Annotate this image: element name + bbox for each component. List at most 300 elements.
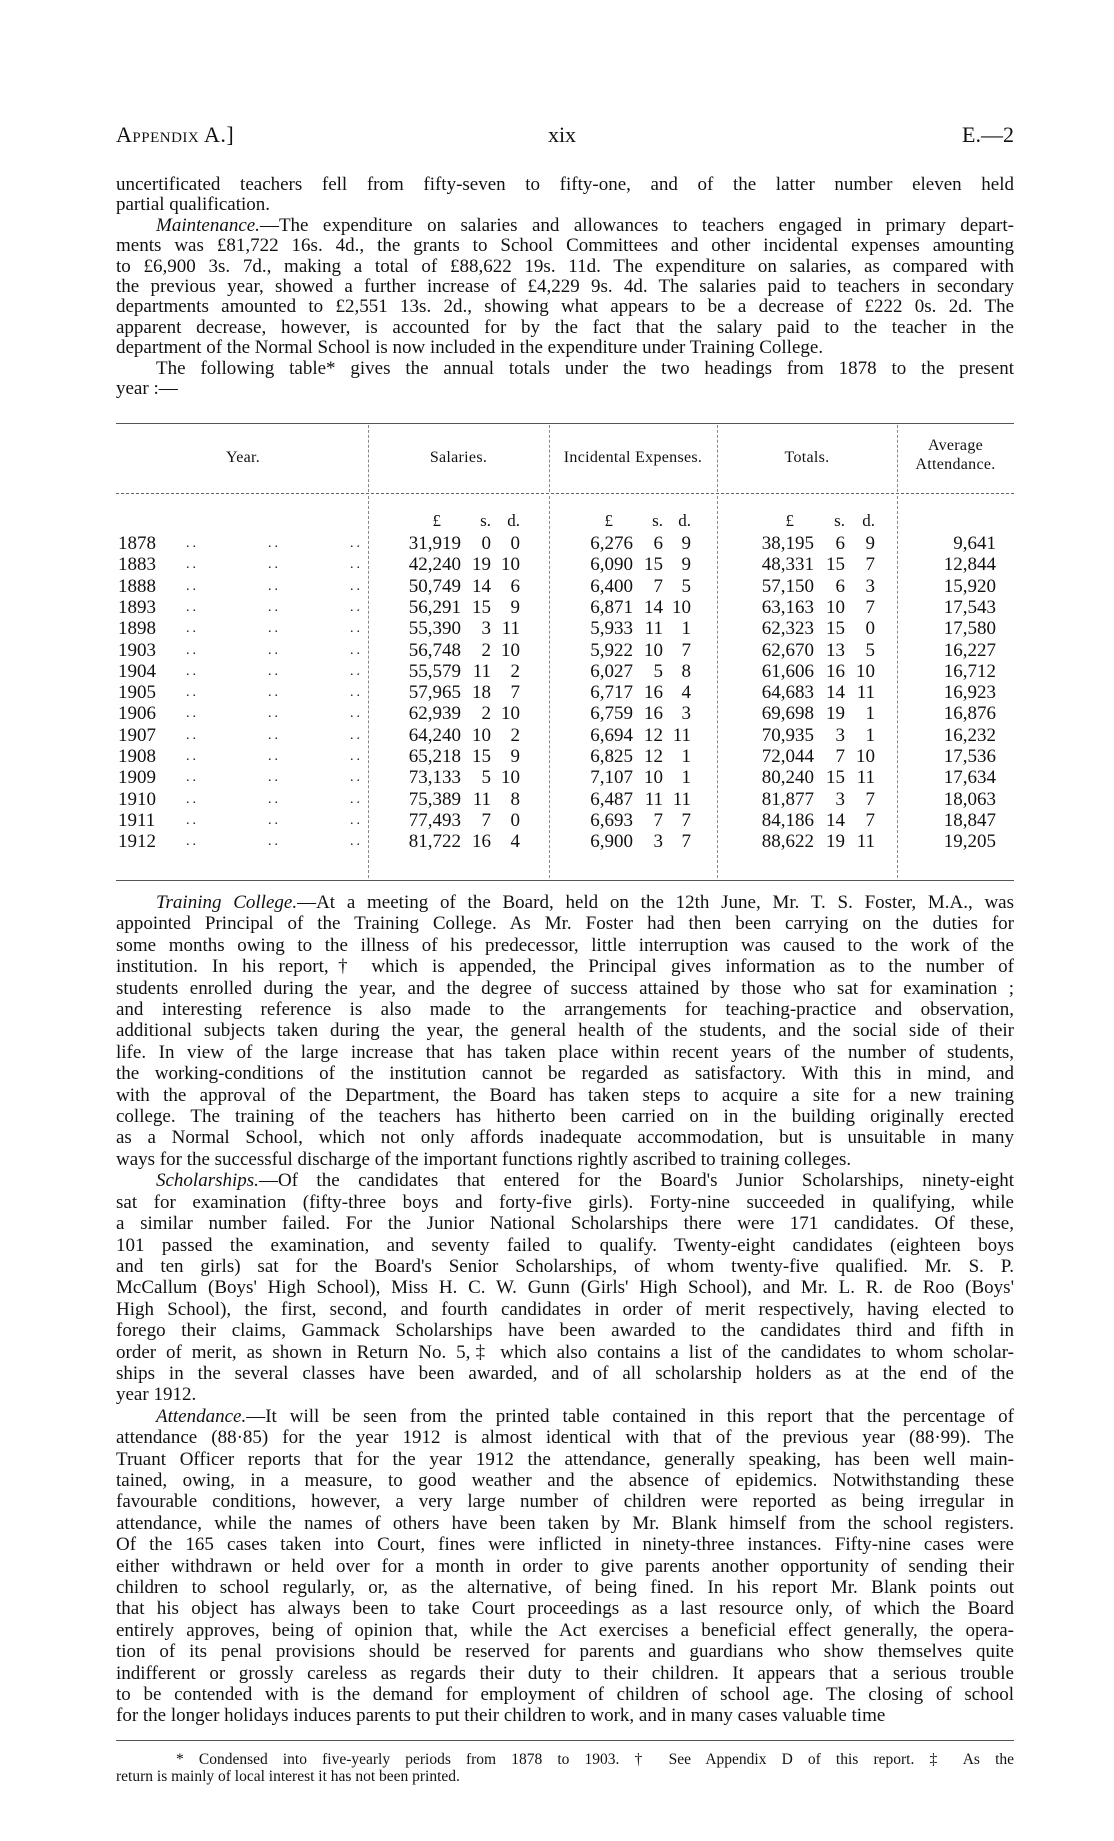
salaries-shillings-cell: 2 <box>481 703 491 725</box>
salaries-pence-cell: 8 <box>510 788 520 810</box>
body-text-top <box>116 175 1014 399</box>
running-head-appendix: Appendix A.] <box>116 122 235 147</box>
dot-leader: .. <box>186 685 199 701</box>
body-text-bottom <box>116 892 1014 1727</box>
salaries-shillings-cell: 16 <box>472 831 491 853</box>
attendance-cell: 16,232 <box>943 724 996 746</box>
incidental-pounds-cell: 6,825 <box>590 746 633 767</box>
scholarships-line: forego their claims, Gammack Scholarships have been awarded to the candidates third and fifth in <box>116 1320 1014 1342</box>
salaries-pounds-cell: 65,218 <box>408 746 461 767</box>
attendance-cell: 18,063 <box>943 788 996 810</box>
incidental-shillings-cell: 3 <box>653 831 663 853</box>
footnote-line-2: return is mainly of local interest it has not been printed. <box>116 1768 460 1785</box>
attendance-line <box>116 1406 1014 1427</box>
salaries-pence-cell: 10 <box>501 703 520 725</box>
attendance-cell: 17,543 <box>943 596 996 618</box>
incidental-pounds-cell: 7,107 <box>590 767 633 789</box>
scholarships-line: order of merit, as shown in Return No. 5,‡ which also contains a list of the candidates to whom scholar- <box>116 1341 1014 1363</box>
salaries-pence-cell: 11 <box>501 618 520 640</box>
year-cell: 1906 <box>118 703 156 725</box>
incidental-pence-cell: 1 <box>681 767 691 789</box>
dot-leader: .. <box>186 706 199 722</box>
salaries-pounds-cell: 31,919 <box>408 533 461 554</box>
maintenance-line: department of the Normal School is now included in the expenditure under Training College. <box>116 337 824 359</box>
totals-pence-cell: 1 <box>865 703 875 725</box>
totals-shillings-cell: 15 <box>826 554 845 576</box>
totals-pence-cell: 10 <box>856 746 875 767</box>
incidental-pounds-cell: 6,694 <box>590 724 633 746</box>
incidental-pence-cell: 5 <box>681 575 691 597</box>
dot-leader: .. <box>268 812 281 828</box>
totals-shillings-cell: 14 <box>826 682 845 704</box>
column-divider <box>549 496 550 878</box>
incidental-shillings-cell: 6 <box>653 533 663 554</box>
attendance-cell: 17,634 <box>943 767 996 789</box>
training-college-line: as a Normal School, which not only affords inadequate accommodation, but is unsuitable in many <box>116 1127 1014 1149</box>
dot-leader: .. <box>350 812 363 828</box>
year-cell: 1909 <box>118 767 156 789</box>
attendance-cell: 9,641 <box>953 533 996 554</box>
incidental-pounds-cell: 6,693 <box>590 809 633 831</box>
incidental-pounds-cell: 6,871 <box>590 596 633 618</box>
unit-pounds: £ <box>604 511 613 530</box>
totals-pounds-cell: 70,935 <box>761 724 814 746</box>
totals-shillings-cell: 15 <box>826 618 845 640</box>
attendance-line: to be contended with is the demand for employment of children of school age. The closing of school <box>116 1684 1014 1706</box>
training-college-heading: Training College. <box>156 892 298 913</box>
dot-leader: .. <box>268 642 281 658</box>
maintenance-line: ments was £81,722 16s. 4d., the grants to School Committees and other incidental expenses amounting <box>116 235 1014 257</box>
incidental-shillings-cell: 15 <box>644 554 663 576</box>
training-college-line <box>116 892 1014 913</box>
column-divider <box>897 496 898 878</box>
attendance-cell: 12,844 <box>943 554 996 576</box>
incidental-pence-cell: 7 <box>681 639 691 661</box>
dot-leader: .. <box>350 834 363 850</box>
dot-leader: .. <box>186 727 199 743</box>
dot-leader: .. <box>350 685 363 701</box>
column-divider <box>368 496 369 878</box>
incidental-pence-cell: 11 <box>672 788 691 810</box>
dot-leader: .. <box>186 834 199 850</box>
dot-leader: .. <box>186 642 199 658</box>
attendance-cell: 19,205 <box>943 831 996 853</box>
training-college-line: students enrolled during the year, and the degree of success attained by those who sat for examination ; <box>116 977 1014 999</box>
year-cell: 1908 <box>118 746 156 767</box>
training-college-line: appointed Principal of the Training College. As Mr. Foster had then been carrying on the duties for <box>116 913 1014 935</box>
incidental-shillings-cell: 11 <box>644 788 663 810</box>
attendance-cell: 15,920 <box>943 575 996 597</box>
unit-shillings: s. <box>652 511 663 530</box>
scholarships-line <box>116 1170 1014 1191</box>
totals-pounds-cell: 80,240 <box>761 767 814 789</box>
header-salaries: Salaries. <box>429 449 488 466</box>
footnotes <box>116 1751 1014 1785</box>
dot-leader: .. <box>186 749 199 764</box>
dot-leader: .. <box>268 621 281 637</box>
attendance-line: Of the 165 cases taken into Court, fines were inflicted in ninety-three instances. Fifty-nine cases were <box>116 1534 1014 1556</box>
incidental-pence-cell: 4 <box>681 682 691 704</box>
maintenance-line: the previous year, showed a further increase of £4,229 9s. 4d. The salaries paid to teachers in secondary <box>116 276 1014 298</box>
salaries-shillings-cell: 15 <box>472 596 491 618</box>
maintenance-line-text: —The expenditure on salaries and allowances to teachers engaged in primary depart- <box>259 214 1014 236</box>
totals-pence-cell: 10 <box>856 660 875 682</box>
dot-leader: .. <box>268 557 281 573</box>
attendance-cell: 17,536 <box>943 746 996 767</box>
totals-pence-cell: 9 <box>865 533 875 554</box>
incidental-shillings-cell: 5 <box>653 660 663 682</box>
dot-leader: .. <box>268 770 281 786</box>
attendance-line: for the longer holidays induces parents to put their children to work, and in many cases valuable time <box>116 1705 886 1727</box>
totals-pence-cell: 11 <box>856 831 875 853</box>
scholarships-paragraph <box>116 1170 1014 1405</box>
scholarships-line: sat for examination (fifty-three boys and forty-five girls). Forty-nine succeeded in qualifying, while <box>116 1191 1014 1213</box>
salaries-pounds-cell: 62,939 <box>408 703 461 725</box>
salaries-shillings-cell: 11 <box>472 788 491 810</box>
dot-leader: .. <box>350 663 363 679</box>
attendance-line: attendance (88·85) for the year 1912 is almost identical with that of the previous year (88·99). The <box>116 1427 1014 1449</box>
dot-leader: .. <box>268 663 281 679</box>
salaries-pounds-cell: 81,722 <box>408 831 461 853</box>
salaries-pence-cell: 6 <box>510 575 520 597</box>
salaries-pence-cell: 4 <box>510 831 520 853</box>
dot-leader: .. <box>268 599 281 615</box>
incidental-pence-cell: 7 <box>681 809 691 831</box>
totals-shillings-cell: 6 <box>835 575 845 597</box>
incidental-pounds-cell: 6,400 <box>590 575 633 597</box>
totals-shillings-cell: 7 <box>835 746 845 767</box>
attendance-heading: Attendance. <box>156 1405 247 1427</box>
scholarships-heading: Scholarships. <box>156 1170 259 1192</box>
table-top-rule <box>116 423 1014 424</box>
attendance-line: that his object has always been to take Court proceedings as a last resource only, of which the Board <box>116 1598 1014 1620</box>
totals-pence-cell: 5 <box>865 639 875 661</box>
totals-shillings-cell: 19 <box>826 831 845 853</box>
incidental-pounds-cell: 6,487 <box>590 788 633 810</box>
column-divider <box>717 496 718 878</box>
totals-shillings-cell: 13 <box>826 639 845 661</box>
training-college-line-text: —At a meeting of the Board, held on the 12th June, Mr. T. S. Foster, M.A., was <box>297 892 1014 913</box>
dot-leader: .. <box>268 706 281 722</box>
dot-leader: .. <box>350 791 363 807</box>
dot-leader: .. <box>350 642 363 658</box>
training-college-line: and interesting reference is also made to the arrangements for teaching-practice and observation, <box>116 999 1014 1021</box>
salaries-pounds-cell: 55,390 <box>408 618 461 640</box>
header-year: Year. <box>225 449 261 466</box>
incidental-pence-cell: 3 <box>681 703 691 725</box>
attendance-line: indifferent or grossly careless as regards their duty to their children. It appears that a serious trouble <box>116 1662 1014 1684</box>
dot-leader: .. <box>350 621 363 637</box>
dot-leader: .. <box>268 685 281 701</box>
attendance-line: entirely approves, being of opinion that, while the Act exercises a beneficial effect generally, the opera- <box>116 1619 1014 1641</box>
salaries-pence-cell: 10 <box>501 554 520 576</box>
incidental-pounds-cell: 6,717 <box>590 682 633 704</box>
totals-pence-cell: 7 <box>865 554 875 576</box>
intro-line: uncertificated teachers fell from fifty-seven to fifty-one, and of the latter number eleven held <box>116 174 1014 195</box>
totals-pounds-cell: 38,195 <box>761 533 814 554</box>
training-college-line: with the approval of the Department, the Board has taken steps to acquire a site for a new training <box>116 1084 1014 1106</box>
incidental-shillings-cell: 14 <box>644 596 663 618</box>
salaries-pounds-cell: 56,291 <box>408 596 461 618</box>
header-attendance: Attendance. <box>915 456 996 473</box>
totals-pence-cell: 11 <box>856 682 875 704</box>
scholarships-line: High School), the first, second, and fourth candidates in order of merit respectively, having elected to <box>116 1298 1014 1320</box>
incidental-shillings-cell: 10 <box>644 767 663 789</box>
maintenance-line: to £6,900 3s. 7d., making a total of £88,622 19s. 11d. The expenditure on salaries, as compared with <box>116 255 1014 277</box>
dot-leader: .. <box>350 706 363 722</box>
salaries-pence-cell: 2 <box>510 724 520 746</box>
incidental-pounds-cell: 6,900 <box>590 831 633 853</box>
footnote-star: * Condensed into five-yearly periods from 1878 to 1903. <box>176 1751 620 1768</box>
unit-shillings: s. <box>834 511 845 530</box>
incidental-shillings-cell: 11 <box>644 618 663 640</box>
scholarships-line: 101 passed the examination, and seventy failed to qualify. Twenty-eight candidates (eighteen boys <box>116 1234 1014 1256</box>
salaries-pounds-cell: 42,240 <box>408 554 461 576</box>
incidental-shillings-cell: 12 <box>644 724 663 746</box>
totals-pounds-cell: 88,622 <box>761 831 814 853</box>
scholarships-line-text: —Of the candidates that entered for the Board's Junior Scholarships, ninety-eight <box>258 1170 1014 1192</box>
attendance-line-text: —It will be seen from the printed table contained in this report that the percentage of <box>246 1405 1014 1427</box>
salaries-pounds-cell: 50,749 <box>408 575 461 597</box>
salaries-shillings-cell: 3 <box>481 618 491 640</box>
unit-pence: d. <box>862 511 875 530</box>
salaries-pence-cell: 0 <box>510 809 520 831</box>
dot-leader: .. <box>350 599 363 615</box>
totals-pence-cell: 11 <box>856 767 875 789</box>
maintenance-line: departments amounted to £2,551 13s. 2d., showing what appears to be a decrease of £222 0s. 2d. The <box>116 296 1014 318</box>
totals-pounds-cell: 63,163 <box>761 596 814 618</box>
dot-leader: .. <box>350 749 363 764</box>
totals-shillings-cell: 6 <box>835 533 845 554</box>
totals-pounds-cell: 81,877 <box>761 788 814 810</box>
attendance-line: either withdrawn or held over for a month in order to give parents another opportunity of sending their <box>116 1555 1014 1577</box>
salaries-pounds-cell: 77,493 <box>408 809 461 831</box>
dot-leader: .. <box>268 749 281 764</box>
incidental-pence-cell: 9 <box>681 554 691 576</box>
dot-leader: .. <box>350 727 363 743</box>
totals-pounds-cell: 64,683 <box>761 682 814 704</box>
dot-leader: .. <box>186 770 199 786</box>
training-college-line: some months owing to the illness of his predecessor, little interruption was caused to the work of the <box>116 934 1014 956</box>
training-college-line: the working-conditions of the institution cannot be regarded as satisfactory. With this in mind, and <box>116 1063 1014 1085</box>
salaries-pounds-cell: 64,240 <box>408 724 461 746</box>
unit-pounds: £ <box>785 511 794 530</box>
attendance-line: tained, owing, in a measure, to good weather and the absence of epidemics. Notwithstanding these <box>116 1469 1014 1491</box>
incidental-pence-cell: 1 <box>681 746 691 767</box>
totals-pounds-cell: 48,331 <box>761 554 814 576</box>
incidental-shillings-cell: 12 <box>644 746 663 767</box>
incidental-pence-cell: 1 <box>681 618 691 640</box>
scholarships-line: McCallum (Boys' High School), Miss H. C. W. Gunn (Girls' High School), and Mr. L. R. de Roo (Boys' <box>116 1277 1014 1299</box>
totals-pounds-cell: 57,150 <box>761 575 814 597</box>
header-totals: Totals. <box>784 449 830 466</box>
scholarships-line: and ten girls) sat for the Board's Senior Scholarships, of whom twenty-five qualified. Mr. S. P. <box>116 1255 1014 1277</box>
incidental-pounds-cell: 6,027 <box>590 660 633 682</box>
year-cell: 1883 <box>118 554 156 576</box>
incidental-shillings-cell: 16 <box>644 682 663 704</box>
salaries-shillings-cell: 2 <box>481 639 491 661</box>
maintenance-line: apparent decrease, however, is accounted for by the fact that the salary paid to the teacher in the <box>116 316 1014 338</box>
training-college-paragraph <box>116 892 1014 1170</box>
incidental-pounds-cell: 6,759 <box>590 703 633 725</box>
attendance-line: attendance, while the names of others have been taken by Mr. Blank himself from the school registers. <box>116 1512 1014 1534</box>
footnote-dagger: † See Appendix D of this report. <box>634 1751 915 1768</box>
dot-leader: .. <box>186 791 199 807</box>
incidental-shillings-cell: 7 <box>653 809 663 831</box>
attendance-line: tion of its penal provisions should be reserved for parents and guardians who show themselves quite <box>116 1641 1014 1663</box>
year-cell: 1903 <box>118 639 156 661</box>
incidental-pence-cell: 11 <box>672 724 691 746</box>
unit-pounds: £ <box>432 511 441 530</box>
salaries-pounds-cell: 75,389 <box>408 788 461 810</box>
year-cell: 1893 <box>118 596 156 618</box>
dot-leader: .. <box>186 536 199 551</box>
totals-pounds-cell: 84,186 <box>761 809 814 831</box>
training-college-line: ways for the successful discharge of the important functions rightly ascribed to training colleges. <box>116 1148 852 1170</box>
totals-pence-cell: 0 <box>865 618 875 640</box>
totals-pounds-cell: 72,044 <box>761 746 814 767</box>
totals-pence-cell: 7 <box>865 596 875 618</box>
attendance-cell: 16,876 <box>943 703 996 725</box>
totals-shillings-cell: 14 <box>826 809 845 831</box>
salaries-shillings-cell: 10 <box>472 724 491 746</box>
scholarships-line: a similar number failed. For the Junior National Scholarships there were 171 candidates. Of these, <box>116 1213 1014 1235</box>
scholarships-line: ships in the several classes have been awarded, and of all scholarship holders as at the end of the <box>116 1362 1014 1384</box>
table-header-rule <box>116 493 1014 494</box>
dot-leader: .. <box>186 812 199 828</box>
totals-shillings-cell: 15 <box>826 767 845 789</box>
attendance-cell: 16,712 <box>943 660 996 682</box>
attendance-cell: 18,847 <box>943 809 996 831</box>
salaries-pence-cell: 7 <box>510 682 520 704</box>
salaries-pence-cell: 10 <box>501 767 520 789</box>
totals-pence-cell: 3 <box>865 575 875 597</box>
year-cell: 1911 <box>118 809 156 831</box>
dot-leader: .. <box>186 663 199 679</box>
incidental-shillings-cell: 7 <box>653 575 663 597</box>
year-cell: 1904 <box>118 660 156 682</box>
header-incidental-expenses: Incidental Expenses. <box>563 449 703 466</box>
salaries-shillings-cell: 19 <box>472 554 491 576</box>
salaries-pounds-cell: 55,579 <box>408 660 461 682</box>
year-cell: 1888 <box>118 575 156 597</box>
totals-shillings-cell: 3 <box>835 724 845 746</box>
dot-leader: .. <box>268 536 281 551</box>
dot-leader: .. <box>186 621 199 637</box>
training-college-line: additional subjects taken during the year, the general health of the students, and the social side of their <box>116 1020 1014 1042</box>
salaries-pounds-cell: 56,748 <box>408 639 461 661</box>
salaries-shillings-cell: 7 <box>481 809 491 831</box>
year-cell: 1898 <box>118 618 156 640</box>
totals-pounds-cell: 69,698 <box>761 703 814 725</box>
salaries-shillings-cell: 0 <box>481 533 491 554</box>
dot-leader: .. <box>186 599 199 615</box>
attendance-line: favourable conditions, however, a very large number of children were reported as being irregular in <box>116 1491 1014 1513</box>
page-number: xix <box>547 122 577 147</box>
incidental-pence-cell: 7 <box>681 831 691 853</box>
salaries-shillings-cell: 11 <box>472 660 491 682</box>
dot-leader: .. <box>350 578 363 594</box>
intro-paragraph <box>116 175 1014 216</box>
header-average: Average <box>927 437 984 454</box>
incidental-pence-cell: 8 <box>681 660 691 682</box>
salaries-shillings-cell: 5 <box>481 767 491 789</box>
training-college-line: institution. In his report,† which is appended, the Principal gives information as to the number of <box>116 956 1014 978</box>
dot-leader: .. <box>350 557 363 573</box>
maintenance-heading: Maintenance. <box>156 214 260 236</box>
totals-shillings-cell: 10 <box>826 596 845 618</box>
incidental-shillings-cell: 16 <box>644 703 663 725</box>
year-cell: 1912 <box>118 831 156 853</box>
salaries-pence-cell: 10 <box>501 639 520 661</box>
footnote-line-1 <box>116 1751 1014 1768</box>
totals-pounds-cell: 62,670 <box>761 639 814 661</box>
dot-leader: .. <box>268 727 281 743</box>
incidental-shillings-cell: 10 <box>644 639 663 661</box>
dot-leader: .. <box>268 791 281 807</box>
footnote-rule <box>116 1740 1014 1741</box>
unit-shillings: s. <box>480 511 491 530</box>
training-college-line: life. In view of the large increase that has taken place within recent years of the number of students, <box>116 1041 1014 1063</box>
attendance-line: children to school regularly, or, as the alternative, of being fined. In his report Mr. Blank points out <box>116 1577 1014 1598</box>
incidental-pounds-cell: 6,090 <box>590 554 633 576</box>
dot-leader: .. <box>186 578 199 594</box>
totals-pounds-cell: 62,323 <box>761 618 814 640</box>
document-reference: E.—2 <box>962 122 1014 147</box>
footnote-double-dagger: ‡ As the <box>929 1751 1015 1768</box>
table-intro-paragraph <box>116 359 1014 400</box>
dot-leader: .. <box>268 578 281 594</box>
salaries-pence-cell: 9 <box>510 596 520 618</box>
totals-pounds-cell: 61,606 <box>761 660 814 682</box>
salaries-pence-cell: 0 <box>510 533 520 554</box>
year-cell: 1910 <box>118 788 156 810</box>
year-cell: 1878 <box>118 533 156 554</box>
unit-pence: d. <box>678 511 691 530</box>
incidental-pounds-cell: 5,922 <box>590 639 633 661</box>
intro-line: partial qualification. <box>116 194 271 216</box>
attendance-cell: 16,227 <box>943 639 996 661</box>
scholarships-line: year 1912. <box>116 1384 197 1406</box>
totals-shillings-cell: 19 <box>826 703 845 725</box>
totals-shillings-cell: 3 <box>835 788 845 810</box>
training-college-line: college. The training of the teachers has hitherto been carried on in the building originally erected <box>116 1106 1014 1128</box>
incidental-pence-cell: 10 <box>672 596 691 618</box>
attendance-cell: 17,580 <box>943 618 996 640</box>
table-intro-line: year :— <box>116 378 178 400</box>
totals-pence-cell: 7 <box>865 809 875 831</box>
attendance-paragraph <box>116 1406 1014 1727</box>
incidental-pounds-cell: 5,933 <box>590 618 633 640</box>
incidental-pence-cell: 9 <box>681 533 691 554</box>
attendance-line: Truant Officer reports that for the year 1912 the attendance, generally speaking, has been well main- <box>116 1448 1014 1470</box>
salaries-shillings-cell: 18 <box>472 682 491 704</box>
totals-pence-cell: 7 <box>865 788 875 810</box>
salaries-pounds-cell: 73,133 <box>408 767 461 789</box>
dot-leader: .. <box>268 834 281 850</box>
unit-pence: d. <box>507 511 520 530</box>
totals-pence-cell: 1 <box>865 724 875 746</box>
salaries-pence-cell: 2 <box>510 660 520 682</box>
attendance-cell: 16,923 <box>943 682 996 704</box>
table-bottom-rule <box>116 880 1014 881</box>
incidental-pounds-cell: 6,276 <box>590 533 633 554</box>
year-cell: 1905 <box>118 682 156 704</box>
salaries-shillings-cell: 14 <box>472 575 491 597</box>
maintenance-line <box>116 216 1014 236</box>
salaries-pounds-cell: 57,965 <box>408 682 461 704</box>
maintenance-paragraph <box>116 216 1014 359</box>
